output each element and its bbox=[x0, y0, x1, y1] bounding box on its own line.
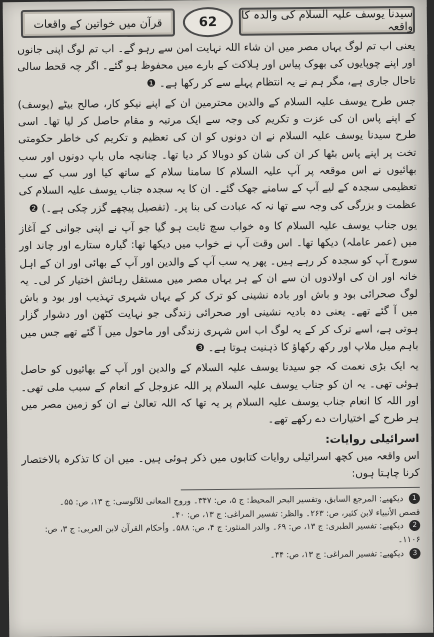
page-header bbox=[21, 4, 415, 38]
footnote-number: 1 bbox=[409, 493, 420, 504]
footnote-divider bbox=[181, 487, 420, 491]
book-title-frame bbox=[21, 8, 175, 38]
footnote-3 bbox=[22, 546, 420, 564]
footnotes bbox=[22, 492, 421, 564]
paragraph-2: جس طرح یوسف علیہ السلام کے والدین محترمین ان کے اپنے نیکو کار، صالح بیٹے (یوسف) کے اپنے پاس ان کی عزت و تکریم کی وجہ سے ایک مرتبہ و مقام حاصل کر لیا تھا۔ اسی طرح سیدنا یوسف علیہ السلام نے ان دونوں کو ان کی تعظیم و تکریم کی خاطر حکومتی تخت پر اپنے پاس بٹھا کر ان کی شان کو دوبالا کر دیا تھا۔ چنانچہ ماں باپ دونوں اور سب بھائیوں نے اس موقعہ پر آپ علیہ السلام کا سامنا سلام کے ساتھ کیا اور سب کے سب تعظیمی سجدہ کے لیے آپ کے سامنے جھک گئے۔ ان کا یہ سجدہ جناب یوسف علیہ السلام کی عظمت و بزرگی کی وجہ سے تھا نہ کہ عبادت کی بنا پر۔ (تفصیل پیچھے گزر چکی ہے۔) ❷ bbox=[17, 94, 417, 215]
chapter-title: سیدنا یوسف علیہ السلام کی والدہ کا واقعہ bbox=[241, 6, 414, 34]
footnote-number: 3 bbox=[409, 547, 420, 558]
section-heading: اسرائیلی روایات: bbox=[325, 431, 420, 446]
footnote-text: ۱۱۰۶۔ bbox=[397, 533, 421, 545]
section-intro: اس واقعہ میں کچھ اسرائیلی روایات کتابوں میں ذکر ہوئی ہیں۔ میں ان کا تذکرہ بالاختصار کرنا چاہتا ہوں: bbox=[21, 449, 420, 480]
chapter-title-frame bbox=[239, 6, 415, 36]
footnote-text: دیکھیے: تفسیر الطبری: ج ۱۳، ص: ۶۹۔ والدر المنثور: ج ۴، ص: ۵۸۸۔ وأحکام القرآن لابن العربی: ج ۳، ص: bbox=[44, 520, 404, 535]
paragraph-4: یہ ایک بڑی نعمت کہ جو سیدنا یوسف علیہ السلام کے والدین اور آپ کے بھائیوں کو حاصل ہوئی تھی۔ یہ ان کو جناب یوسف علیہ السلام پر اللہ عزوجل کے انعام کے سبب ملی تھی۔ اور اللہ کا انعام جناب یوسف علیہ السلام پر یہ تھا کہ اللہ تعالیٰ نے ان کو زمین مصر میں ہر طرح کے اختیارات دے رکھے تھے۔ bbox=[20, 360, 420, 426]
footnote-text: قصص الأنبیاء لابن کثیر، ص: ۲۶۳۔ والظر: تفسیر المراغی: ج ۱۳، ص: ۴۰۔ bbox=[170, 506, 421, 520]
paragraph-1: یعنی اب تم لوگ یہاں مصر میں ان شاء اللہ نہایت امن سے رہو گے۔ اب تم لوگ اپنی جانوں اور اپنے چوپایوں کی بھوک پیاس اور ہلاکت کے بارے میں محفوظ ہو گئے۔ اگر چہ قحط سالی تاحال جاری ہے، مگر ہم نے یہ انتظام پہلے سے کر رکھا ہے۔ ❶ bbox=[17, 39, 416, 90]
paragraph-3: یوں جناب یوسف علیہ السلام کا وہ خواب سچ ثابت ہو گیا جو آپ نے اپنی جوانی کے آغاز میں (عمر عاملہ) دیکھا تھا۔ اس وقت آپ نے خواب میں دیکھا تھا: گیارہ ستارے اور چاند اور سورج آپ کو سجدہ کر رہے ہیں۔ پھر یہ سب آپ کے والدین اور آپ کے بھائی اور ان کے اہل خانہ اور ان کی اولادوں ان سے ان کے ہر یہاں مصر میں مستقل رہائش اختیار کر لی۔ یہ لوگ صحرائی بود و باش اور بادہ نشینی کو ترک کر کے یہاں شہری تہذیب اور بود و باش میں آ گئے تھے۔ یعنی دہ بادیہ نشینی اور صحرائی زندگی جو نہایت کٹھن اور دشوار گزار ہوتی ہے، اسے ترک کر کے یہ لوگ اب اس شہری زندگی اور ماحول میں آ گئے تھے جس میں باہم میل ملاپ اور رکھ رکھاؤ کا ذہنیت ہوتا ہے۔ ❸ bbox=[19, 218, 419, 355]
book-page bbox=[3, 0, 434, 637]
footnote-number: 2 bbox=[409, 520, 420, 531]
page-body bbox=[17, 38, 420, 564]
page-number: 62 bbox=[183, 7, 233, 38]
book-title: قرآن میں خواتین کے واقعات bbox=[33, 16, 163, 31]
footnote-text: دیکھیے: تفسیر المراغی: ج ۱۳، ص: ۴۴۔ bbox=[270, 547, 404, 559]
footnote-text: دیکھیے: المرجع السابق، وتفسیر البحر المحیط: ج ۵، ص: ۳۴۷۔ وروح المعانی للآلوسی: ج ۱۳، ص: ۵۵۔ bbox=[59, 493, 404, 507]
